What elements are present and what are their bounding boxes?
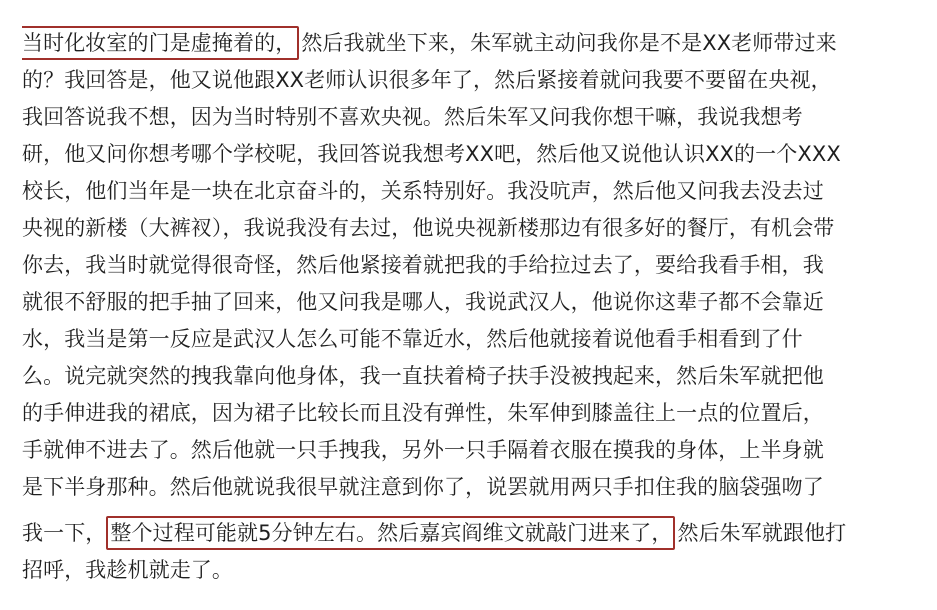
text-line-12: 手就伸不进去了。然后他就一只手拽我，另外一只手隔着衣服在摸我的身体，上半身就: [22, 438, 824, 462]
text-line-2: 的？我回答是，他又说他跟XX老师认识很多年了，然后紧接着就问我要不要留在央视，: [22, 68, 832, 92]
text-line-9: 水，我当是第一反应是武汉人怎么可能不靠近水，然后他就接着说他看手相看到了什: [22, 327, 803, 351]
text-line-3: 我回答说我不想，因为当时特别不喜欢央视。然后朱军又问我你想干嘛，我说我想考: [22, 105, 803, 129]
text-line-15: 招呼，我趁机就走了。: [22, 558, 233, 582]
highlight-box-1: 当时化妆室的门是虚掩着的，: [22, 26, 299, 60]
text-line-5: 校长，他们当年是一块在北京奋斗的，关系特别好。我没吭声，然后他又问我去没去过: [22, 179, 824, 203]
text-line-8: 就很不舒服的把手抽了回来，他又问我是哪人，我说武汉人，他说你这辈子都不会靠近: [22, 290, 824, 314]
text-line-1: [22, 26, 922, 60]
text-line-1-rest: 然后我就坐下来，朱军就主动问我你是不是XX老师带过来: [301, 31, 837, 55]
text-line-11: 的手伸进我的裙底，因为裙子比较长而且没有弹性，朱军伸到膝盖往上一点的位置后，: [22, 401, 824, 425]
text-line-14: [22, 516, 922, 550]
highlight-box-2: 整个过程可能就5分钟左右。然后嘉宾阎维文就敲门进来了，: [106, 516, 675, 550]
text-line-4: 研，他又问你想考哪个学校呢，我回答说我想考XX吧，然后他又说他认识XX的一个XXX: [22, 142, 841, 166]
text-line-6: 央视的新楼（大裤衩），我说我没有去过，他说央视新楼那边有很多好的餐厅，有机会带: [22, 216, 835, 240]
text-line-10: 么。说完就突然的拽我靠向他身体，我一直扶着椅子扶手没被拽起来，然后朱军就把他: [22, 364, 824, 388]
text-line-7: 你去，我当时就觉得很奇怪，然后他紧接着就把我的手给拉过去了，要给我看手相，我: [22, 253, 824, 277]
text-line-13: 是下半身那种。然后他就说我很早就注意到你了，说罢就用两只手扣住我的脑袋强吻了: [22, 475, 824, 499]
text-line-14-after: 然后朱军就跟他打: [677, 521, 847, 545]
text-line-14-before: 我一下，: [22, 521, 107, 545]
